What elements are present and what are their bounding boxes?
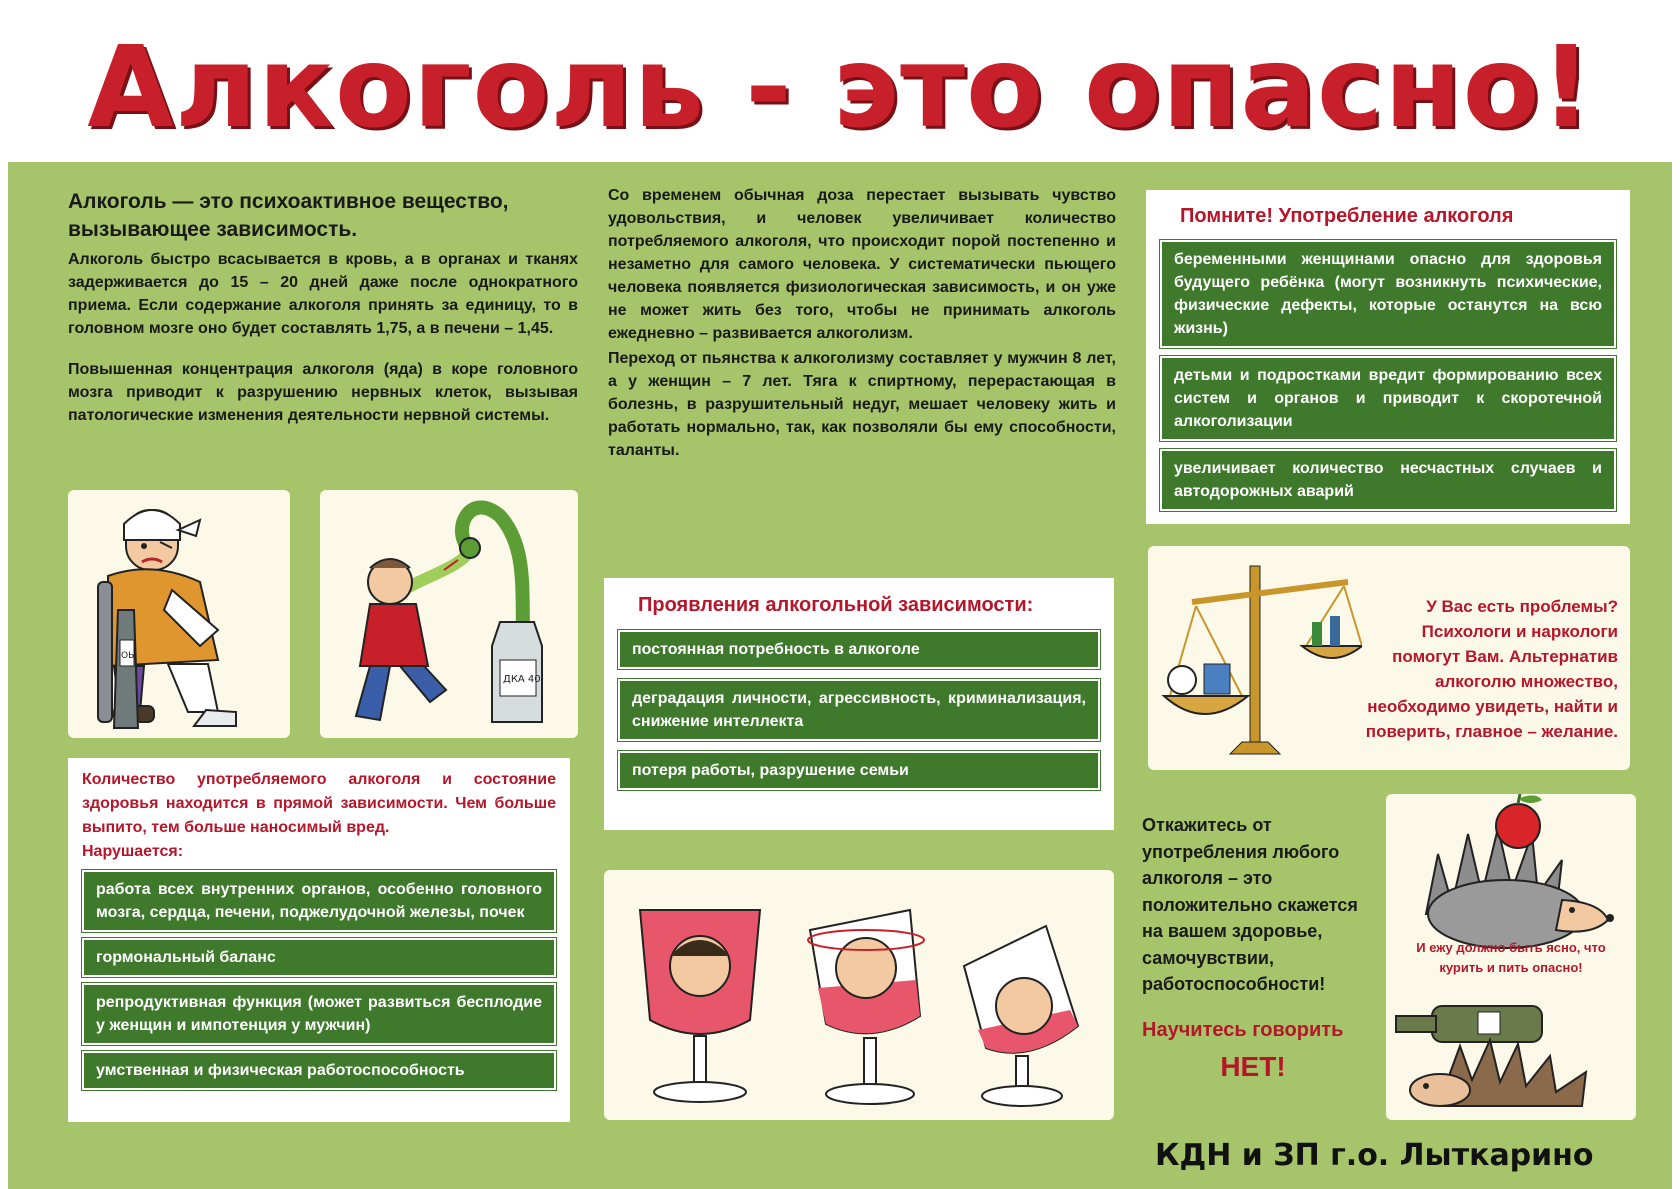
health-box	[68, 758, 570, 1122]
hedgehog-text: И ежу должно быть ясно, что курить и пить опасно!	[1416, 940, 1606, 975]
injured-man-illustration	[68, 490, 290, 738]
manifestation-item-1: постоянная потребность в алкоголе	[618, 630, 1100, 669]
health-item-2: гормональный баланс	[82, 938, 556, 977]
manifestation-box	[604, 578, 1114, 830]
manifestation-heading: Проявления алкогольной зависимости:	[638, 594, 1034, 616]
wine-glasses-icon	[604, 870, 1114, 1120]
wine-glasses-illustration	[604, 870, 1114, 1120]
snake-bottle-icon	[320, 490, 578, 738]
problems-card	[1148, 546, 1630, 770]
remember-heading: Помните! Употребление алкоголя	[1180, 205, 1514, 227]
refuse-text: Откажитесь от употребления любого алкоголя – это положительно скажется на вашем здоровье, самочувствии, работоспособности!	[1142, 815, 1358, 994]
dependence-text	[608, 184, 1116, 462]
bottle-label-right: ДКА 40	[503, 674, 541, 685]
remember-item-2: детьми и подростками вредит формированию всех систем и органов и приводит к скоротечной алкоголизации	[1160, 356, 1616, 441]
manifestation-item-3: потеря работы, разрушение семьи	[618, 751, 1100, 790]
health-item-4: умственная и физическая работоспособность	[82, 1051, 556, 1090]
injured-man-icon	[68, 490, 290, 738]
remember-item-1: беременными женщинами опасно для здоровья будущего ребёнка (могут возникнуть психические, физические дефекты, которые останутся на всю жизнь)	[1160, 240, 1616, 348]
health-item-1: работа всех внутренних органов, особенно головного мозга, сердца, печени, поджелудочной железы, почек	[82, 870, 556, 932]
snake-bottle-illustration	[320, 490, 578, 738]
health-text: Количество употребляемого алкоголя и состояние здоровья находится в прямой зависимости. Чем больше выпито, тем больше наносимый вред.	[82, 771, 556, 836]
health-item-3: репродуктивная функция (может развиться бесплодие у женщин и импотенция у мужчин)	[82, 983, 556, 1045]
dependence-paragraph-1: Со временем обычная доза перестает вызывать чувство удовольствия, и человек увеличивает количество потребляемого алкоголя, что происходит порой постепенно и незаметно для самого человека. У систематически пьющего человека появляется физиологическая зависимость, и он уже не может жить без того, чтобы не принимать алкоголь ежедневно – развивается алкоголизм.	[608, 187, 1116, 342]
credit-text: КДН и ЗП г.о. Лыткарино	[1155, 1138, 1594, 1173]
bottle-label-left: ОЬ	[121, 651, 135, 661]
manifestation-item-2: деградация личности, агрессивность, криминализация, снижение интеллекта	[618, 679, 1100, 741]
remember-item-3: увеличивает количество несчастных случаев и автодорожных аварий	[1160, 449, 1616, 511]
intro-paragraph-2: Повышенная концентрация алкоголя (яда) в коре головного мозга приводит к разрушению нервных клеток, вызывая патологические изменения деятельности нервной системы.	[68, 361, 578, 424]
hedgehog-card	[1386, 794, 1636, 1120]
intro-paragraph-1: Алкоголь быстро всасывается в кровь, а в органах и тканях задерживается до 15 – 20 дней даже после однократного приема. Если содержание алкоголя принять за единицу, то в головном мозге оно будет составлять 1,75, а в печени – 1,45.	[68, 251, 578, 337]
scale-icon	[1152, 546, 1362, 770]
health-violated-label: Нарушается:	[82, 843, 184, 860]
dependence-paragraph-2: Переход от пьянства к алкоголизму составляет у мужчин 8 лет, а у женщин – 7 лет. Тяга к спиртному, перерастающая в болезнь, в разрушительный недуг, мешает человеку жить и работать нормально, так, как позволяли бы ему способности, таланты.	[608, 350, 1116, 459]
intro-lead: Алкоголь — это психоактивное вещество, вызывающее зависимость.	[68, 190, 509, 241]
problems-text: У Вас есть проблемы? Психологи и наркологи помогут Вам. Альтернатив алкоголю множество, необходимо увидеть, найти и поверить, главное – желание.	[1365, 597, 1618, 741]
remember-box	[1146, 190, 1630, 524]
learn-to-say: Научитесь говорить	[1142, 1018, 1344, 1041]
intro-text	[68, 188, 578, 427]
refuse-block	[1142, 812, 1374, 1086]
poster-title: Алкоголь - это опасно!	[87, 23, 1593, 153]
no-text: НЕТ!	[1220, 1050, 1286, 1082]
